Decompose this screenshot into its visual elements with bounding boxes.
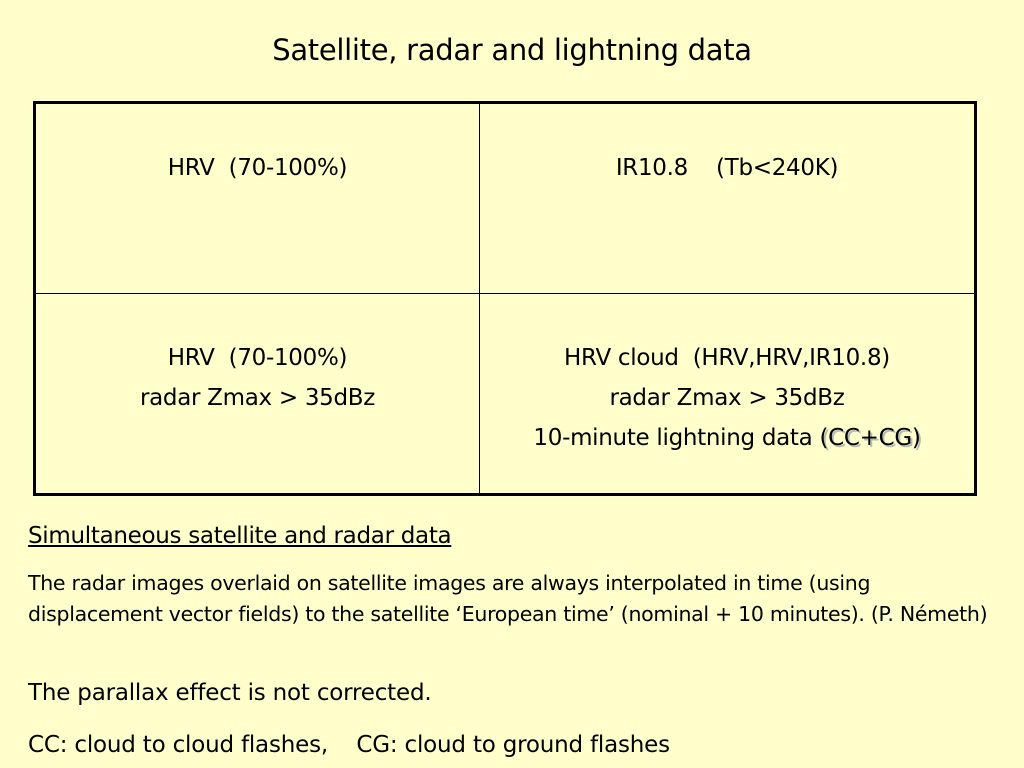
lightning-label: 10-minute lightning data xyxy=(533,425,820,451)
cell-line: HRV (70-100%) xyxy=(167,155,348,181)
cell-line: HRV (70-100%) xyxy=(167,345,348,371)
cell-line xyxy=(481,423,973,453)
table-row xyxy=(35,294,976,495)
data-grid-table xyxy=(33,101,977,496)
section-heading: Simultaneous satellite and radar data xyxy=(28,523,452,549)
cell-line: radar Zmax > 35dBz xyxy=(139,385,376,411)
cell-line: radar Zmax > 35dBz xyxy=(609,385,845,411)
slide-title: Satellite, radar and lightning data xyxy=(272,33,752,67)
table-cell-hrv-cloud-radar-lightning xyxy=(480,294,976,495)
table-row xyxy=(35,103,976,294)
table-cell-hrv xyxy=(35,103,480,294)
cell-line: HRV cloud (HRV,HRV,IR10.8) xyxy=(564,345,890,371)
table-cell-ir108 xyxy=(480,103,976,294)
cell-line: IR10.8 (Tb<240K) xyxy=(615,155,839,181)
flashes-legend: CC: cloud to cloud flashes, CG: cloud to ground flashes xyxy=(28,732,670,758)
parallax-note: The parallax effect is not corrected. xyxy=(28,680,432,706)
body-paragraph: The radar images overlaid on satellite images are always interpolated in time (using displacement vector fields) to the satellite ‘European time’ (nominal + 10 minutes). (P. Németh) xyxy=(28,571,988,626)
table-cell-hrv-radar xyxy=(35,294,480,495)
cc-cg-highlight: (CC+CG) xyxy=(819,425,921,451)
